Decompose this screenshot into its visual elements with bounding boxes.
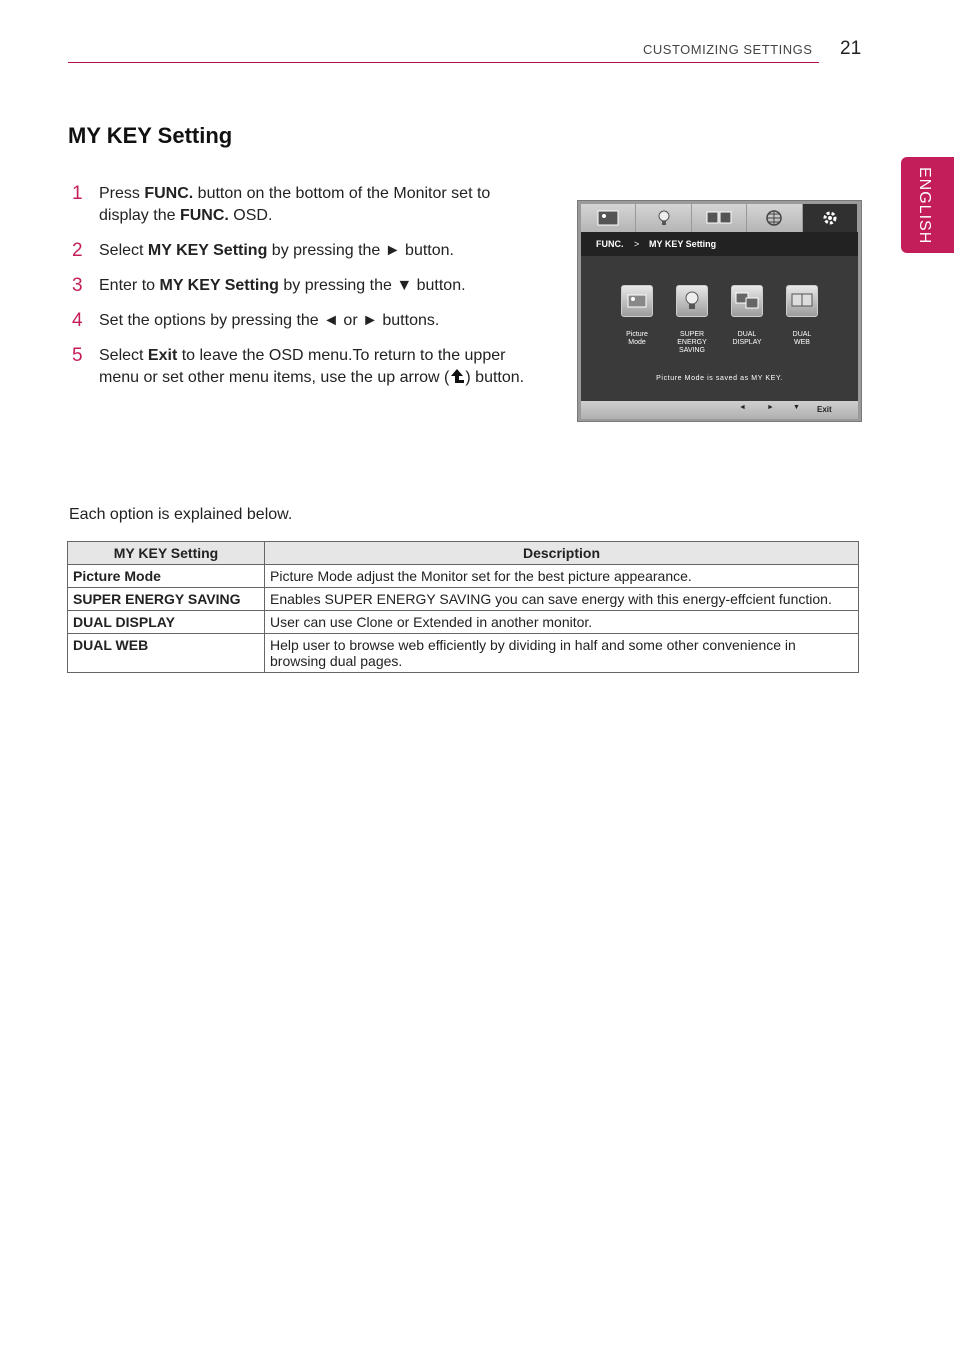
step-text: Select — [99, 347, 148, 364]
step-number: 2 — [72, 240, 83, 261]
step-text: ) button. — [465, 369, 525, 386]
step-5 — [72, 345, 542, 389]
header-divider — [68, 62, 819, 63]
osd-tab-web — [747, 204, 802, 232]
option-label-dual-display — [722, 331, 772, 347]
step-text: Enter to — [99, 277, 160, 294]
osd-down-button: ▼ — [793, 404, 800, 411]
osd-tab-settings — [803, 204, 858, 232]
osd-tab-dual-display — [692, 204, 747, 232]
osd-tab-energy — [636, 204, 691, 232]
table-header-row — [68, 542, 859, 565]
osd-panel — [581, 232, 858, 401]
step-text: OSD. — [228, 207, 273, 224]
step-text: Select — [99, 242, 148, 259]
setting-description: Picture Mode adjust the Monitor set for the best picture appearance. — [265, 565, 859, 588]
step-number: 5 — [72, 345, 83, 366]
dual-monitor-icon — [706, 210, 732, 226]
step-list — [72, 183, 542, 402]
page-number: 21 — [840, 38, 862, 59]
osd-right-button: ► — [767, 404, 774, 411]
step-number: 1 — [72, 183, 83, 204]
step-number: 3 — [72, 275, 83, 296]
step-4 — [72, 310, 542, 332]
setting-description: User can use Clone or Extended in another monitor. — [265, 611, 859, 634]
step-bold: MY KEY Setting — [159, 277, 279, 294]
setting-name: Picture Mode — [68, 565, 265, 588]
osd-tab-bar — [581, 204, 858, 232]
osd-left-button: ◄ — [739, 404, 746, 411]
page-title: MY KEY Setting — [68, 123, 233, 148]
breadcrumb-current: MY KEY Setting — [649, 239, 717, 249]
step-3 — [72, 275, 542, 297]
option-label-line: DUAL — [737, 331, 757, 338]
step-text: to leave the OSD menu.To return to the upper menu or set other menu items, use the up arrow ( — [99, 347, 506, 386]
dual-display-option — [731, 285, 763, 317]
option-label-line: SAVING — [679, 347, 705, 354]
option-label-line: DUAL — [792, 331, 812, 338]
step-number: 4 — [72, 310, 83, 331]
picture-mode-option — [621, 285, 653, 317]
option-label-line: DISPLAY — [732, 339, 762, 346]
column-header-description: Description — [265, 542, 859, 565]
option-label-line: Picture — [626, 331, 648, 338]
step-text: by pressing the ▼ button. — [278, 277, 466, 294]
header-section-title: CUSTOMIZING SETTINGS — [643, 42, 813, 57]
osd-tab-picture — [581, 204, 636, 232]
breadcrumb-separator: > — [634, 239, 640, 249]
option-label-dual-web — [777, 331, 827, 347]
language-tab-label: ENGLISH — [916, 167, 933, 245]
column-header-setting: MY KEY Setting — [68, 542, 265, 565]
option-label-picture-mode — [612, 331, 662, 347]
option-label-line: Mode — [628, 339, 646, 346]
step-text: Press — [99, 185, 145, 202]
setting-name: SUPER ENERGY SAVING — [68, 588, 265, 611]
step-bold: FUNC. — [144, 185, 194, 202]
dual-web-option — [786, 285, 818, 317]
option-label-super-energy-saving — [667, 331, 717, 355]
split-screen-icon — [787, 286, 817, 316]
table-row — [68, 634, 859, 673]
picture-icon — [597, 210, 619, 226]
step-2 — [72, 240, 542, 262]
globe-icon — [765, 209, 783, 227]
up-arrow-icon — [449, 368, 465, 384]
gear-icon — [821, 209, 839, 227]
step-text: by pressing the ► button. — [267, 242, 454, 259]
step-bold: FUNC. — [179, 207, 229, 224]
table-row — [68, 565, 859, 588]
setting-description: Help user to browse web efficiently by dividing in half and some other convenience in browsing dual pages. — [265, 634, 859, 673]
osd-exit-button: Exit — [817, 405, 832, 414]
osd-button-bar — [581, 401, 858, 419]
explain-intro: Each option is explained below. — [69, 506, 293, 523]
step-bold: MY KEY Setting — [147, 242, 268, 259]
language-tab — [901, 157, 954, 253]
table-row — [68, 588, 859, 611]
super-energy-saving-option — [676, 285, 708, 317]
option-label-line: SUPER — [679, 331, 705, 338]
picture-icon — [622, 286, 652, 316]
lightbulb-icon — [677, 286, 707, 316]
lightbulb-icon — [656, 209, 672, 227]
dual-monitor-icon — [732, 286, 762, 316]
step-text: Set the options by pressing the ◄ or ► buttons. — [99, 312, 440, 329]
osd-breadcrumb — [581, 232, 858, 256]
step-bold: Exit — [147, 347, 178, 364]
setting-name: DUAL DISPLAY — [68, 611, 265, 634]
options-table — [67, 541, 859, 673]
osd-screenshot — [577, 200, 862, 422]
step-text: button on the bottom of the Monitor set to display the — [99, 185, 491, 224]
option-label-line: WEB — [794, 339, 810, 346]
breadcrumb-root: FUNC. — [596, 239, 624, 249]
osd-status-message: Picture Mode is saved as MY KEY. — [656, 375, 783, 382]
option-label-line: ENERGY — [677, 339, 707, 346]
setting-description: Enables SUPER ENERGY SAVING you can save energy with this energy-effcient function. — [265, 588, 859, 611]
step-1 — [72, 183, 542, 227]
table-row — [68, 611, 859, 634]
setting-name: DUAL WEB — [68, 634, 265, 673]
